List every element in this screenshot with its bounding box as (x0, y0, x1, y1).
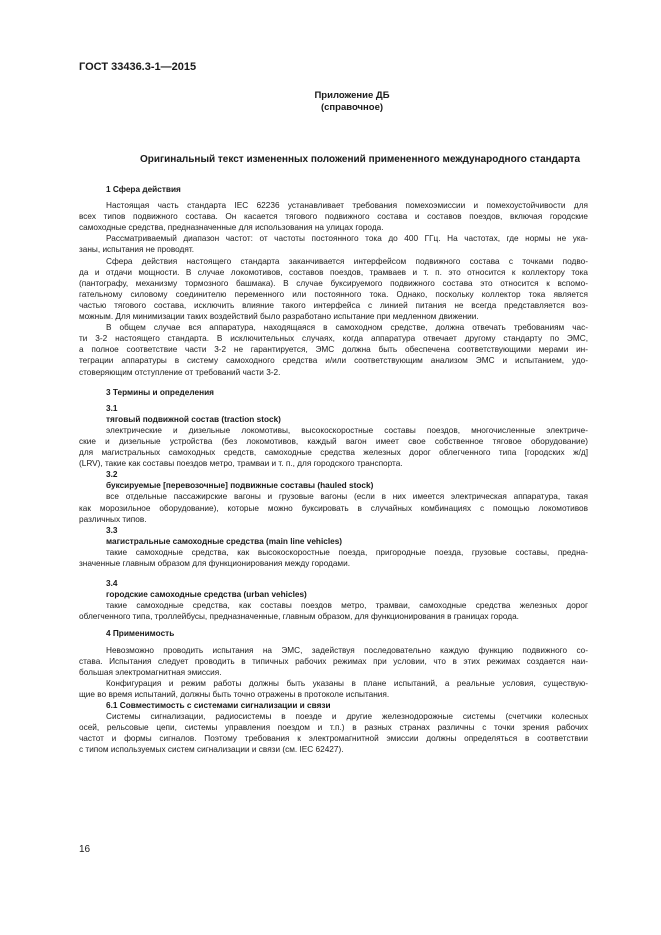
text-line: (пантографу, механизму тормозного башмака). В случае буксируемого подвижного состава это относится к вспомо- (79, 278, 588, 288)
document-body (79, 176, 588, 756)
standard-header: ГОСТ 33436.3-1—2015 (79, 61, 197, 73)
text-line: ские и дизельные устройства (без локомотивов, каждый вагон имеет свое собственное тяговое оборудование) (79, 436, 588, 446)
text-line: стоверяющим отступление от требований части 3-2. (79, 367, 281, 377)
term-number: 3.4 (106, 579, 118, 589)
text-line: а полное соответствие части 3-2 не гарантируется, ЭМС должна быть обеспечена соответствующими мерами ин- (79, 345, 588, 355)
section-heading: 4 Применимость (106, 629, 175, 639)
text-line: става. Испытания следует проводить в типичных рабочих режимах при условии, что в этих режимах создается наи- (79, 656, 588, 666)
appendix-title: Приложение ДБ (314, 90, 390, 101)
text-line: Невозможно проводить испытания на ЭМС, задействуя последовательно каждую функцию подвижного со- (106, 645, 588, 655)
text-line: Настоящая часть стандарта IEC 62236 устанавливает требования помехоэмиссии и помехоустойчивости для (106, 201, 588, 211)
text-line: для магистральных самоходных средств, самоходные средства железных дорог облегченного типа [городских ж/д] (79, 448, 588, 458)
page-number: 16 (79, 844, 91, 855)
text-line: ти 3-2 настоящего стандарта. В исключительных случаях, когда аппаратура отвечает другому стандарту по ЭМС, (79, 334, 588, 344)
text-line: все отдельные пассажирские вагоны и грузовые вагоны (если в них имеется электрическая аппаратура, такая (106, 492, 588, 502)
term-title: городские самоходные средства (urban vehicles) (106, 590, 307, 600)
text-line: гательному силовому соединителю переменного или постоянного тока. Однако, поскольку коллектор тока является (79, 289, 588, 299)
text-line: с типом используемых систем сигнализации и связи (см. IEC 62427). (79, 745, 344, 755)
appendix-subtitle: (справочное) (320, 102, 384, 113)
text-line: частью тягового состава, исключить влияние такого интерфейса с линией питания не всегда представляется воз- (79, 300, 588, 310)
text-line: Рассматриваемый диапазон частот: от частоты постоянного тока до 400 ГГц. На частотах, где нормы не ука- (106, 234, 588, 244)
term-title: тяговый подвижной состав (traction stock) (106, 414, 281, 424)
text-line: заны, испытания не проводят. (79, 245, 194, 255)
document-title: Оригинальный текст измененных положений примененного международного стандарта (139, 154, 581, 165)
text-line: да и отдачи мощности. В случае локомотивов, составов поездов, трамваев и т. п. это относится к коллектору тока (79, 267, 588, 277)
text-line: различных типов. (79, 514, 147, 524)
text-line: частот и формы сигналов. Поэтому требования к электромагнитной эмиссии должны определяться в соответствии (79, 734, 588, 744)
text-line: щие во время испытаний, должны быть точно отражены в протоколе испытания. (79, 689, 390, 699)
text-line: можным. Для минимизации таких воздействий было разработано испытание при медленном движении. (79, 312, 479, 322)
term-number: 3.2 (106, 470, 118, 480)
term-number: 3.1 (106, 403, 118, 413)
text-line: такие самоходные средства, как высокоскоростные поезда, пригородные поезда, грузовые составы, предна- (106, 547, 588, 557)
term-number: 3.3 (106, 525, 118, 535)
section-heading: 3 Термины и определения (106, 387, 214, 397)
text-line: осей, рельсовые цепи, системы управления поездом и т.п.) в разных странах различны с точки зрения рабочих (79, 723, 588, 733)
text-line: Системы сигнализации, радиосистемы в поезде и другие железнодорожные системы (счетчики колесных (106, 712, 588, 722)
text-line: Сфера действия настоящего стандарта заканчивается интерфейсом подвижного состава с точками подво- (106, 256, 588, 266)
text-line: Конфигурация и режим работы должны быть указаны в плане испытаний, а реальные условия, существую- (106, 678, 588, 688)
text-line: электрические и дизельные локомотивы, высокоскоростные составы поездов, многочисленные электриче- (106, 425, 588, 435)
text-line: самоходные средства, предназначенные для использования на улицах города. (79, 223, 384, 233)
section-heading: 1 Сфера действия (106, 185, 181, 194)
term-title: магистральные самоходные средства (main line vehicles) (106, 536, 343, 546)
text-line: (LRV), такие как составы поездов метро, трамваи и т. п., для городского транспорта. (79, 459, 403, 469)
text-line: такие самоходные средства, как составы поездов метро, трамваи, самоходные средства железных дорог (106, 601, 588, 611)
text-line: всех типов подвижного состава. Он касается тягового подвижного состава и составов поездов, включая городские (79, 212, 588, 222)
text-line: В общем случае вся аппаратура, находящаяся в самоходном средстве, должна отвечать требованиям час- (106, 323, 588, 333)
term-title: буксируемые [перевозочные] подвижные составы (hauled stock) (106, 481, 374, 491)
text-line: большая электромагнитная эмиссия. (79, 667, 222, 677)
text-line: облегченного типа, троллейбусы, предназначенные, главным образом, для функционирования в границах города. (79, 612, 519, 622)
text-line: теграции аппаратуры в систему самоходного средства и/или соответствующим анализом ЭМС и испытанием, удо- (79, 356, 588, 366)
text-line: как морозильное оборудование), которые можно буксировать в случайных комбинациях с помощью локомотивов (79, 503, 588, 513)
section-heading: 6.1 Совместимость с системами сигнализации и связи (106, 701, 331, 711)
text-line: значенные главным образом для функционирования между городами. (79, 559, 350, 568)
